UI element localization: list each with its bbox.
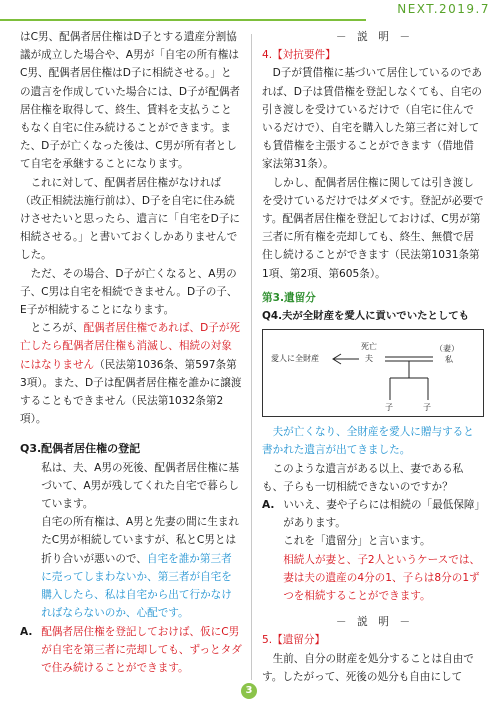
paragraph-4	[20, 319, 242, 428]
child-1-label: 子	[385, 403, 393, 413]
section-5-heading: 5.【遺留分】	[262, 634, 326, 647]
paragraph-3: ただ、その場合、D子が亡くなると、A男の子、C男は自宅を相続できません。D子の子、E子が相続することになります。	[20, 267, 238, 317]
q4-answer-text: いいえ、妻や子らには相続の「最低保障」があります。	[283, 499, 480, 530]
section-4-heading: 4.【対抗要件】	[262, 49, 336, 62]
q3-text-2-highlight: 自宅を誰か第三者に売ってしまわないか、第三者が自宅を購入したら、私は自宅から出て行かなければならないのか、心配です。	[41, 552, 232, 620]
wife-label: （妻）	[435, 344, 459, 354]
q3-answer-text: 配偶者居住権を登記しておけば、仮にC男が自宅を第三者に売却しても、ずっとタダで住み続けることができます。	[41, 625, 242, 674]
right-paragraph-2: しかし、配偶者居住権に関しては引き渡しを受けているだけではダメです。登記が必要です。配偶者居住権を登記しておけば、C男が第三者に所有権を売却しても、終生、無償で居住し続けることができます（民法第1031条第1項、第2項、第605条）。	[262, 176, 484, 280]
q3-text: 私は、夫、A男の死後、配偶者居住権に基づいて、A男が残してくれた自宅で暮らしています。	[41, 461, 240, 511]
q3-answer	[20, 623, 242, 678]
q3-text-2a: 自宅の所有権は、A男と先妻の間に生まれたC男が相続していますが、私とC男とは折り合いが悪いので、	[41, 516, 240, 565]
p4-lead: ところが、	[30, 322, 84, 335]
explain-heading-2: － 説 明 －	[335, 616, 411, 629]
column-divider	[251, 34, 252, 680]
explain-heading-1: － 説 明 －	[335, 31, 411, 43]
q4-answer-2: これを「遺留分」と言います。	[283, 535, 431, 548]
page-header	[0, 0, 500, 22]
q3-title: Q3.配偶者居住権の登記	[20, 442, 141, 456]
q3-text-2	[20, 513, 242, 622]
issue-label: NEXT.2019.7	[397, 2, 490, 16]
q4-question: このような遺言がある以上、妻である私も、子らも一切相続できないのですか？	[262, 462, 464, 493]
paragraph-1	[20, 28, 242, 174]
left-column	[20, 28, 242, 677]
section-3-heading: 第3.遺留分	[262, 291, 316, 304]
p4-tail: （民法第1036条、第597条第3項）。また、D子は配偶者居住権を誰かに譲渡することもできません（民法第1032条第2項）。	[20, 358, 242, 426]
me-label: 私	[445, 355, 453, 365]
answer-label-2: A.	[262, 499, 275, 512]
q4-answer-highlight: 相続人が妻と、子2人というケースでは、妻は夫の遺産の4分の1、子らは8分の1ずつを相続することができます。	[283, 553, 481, 603]
page-number: 3	[241, 683, 257, 699]
p1-text: C男、配偶者居住権はD子とする遺産分割協議が成立した場合や、A男が「自宅の所有権はC男、配偶者居住権はD子に相続させる。」との遺言を作成していた場合には、D子が配偶者居住権を取得して、終生、賃料を支払うこともなく自宅に住み続けることができます。また、D子が亡くなった後は、C男が所有者として自宅を承継することになります。	[20, 31, 241, 171]
q4-question-highlight: 夫が亡くなり、全財産を愛人に贈与すると書かれた遺言が出てきました。	[262, 426, 474, 457]
husband-label: 夫	[365, 354, 373, 364]
right-paragraph-1: D子が賃借権に基づいて居住しているのであれば、D子は賃借権を登記しなくても、自宅の引き渡しを受けているだけで（自宅に住んでいるだけで）、自宅を購入した第三者に対しても賃借権を主張することができます（借地借家法第31条）。	[262, 67, 483, 171]
deceased-label: 死亡	[361, 342, 377, 352]
right-paragraph-3: 生前、自分の財産を処分することは自由です。したがって、死後の処分も自由にして	[262, 652, 474, 683]
p1-start: は	[20, 31, 31, 43]
right-column	[262, 28, 484, 686]
q4-title: Q4.夫が全財産を愛人に貢いでいたとしても	[262, 310, 470, 323]
p4-highlight: 配偶者居住権であれば、D子が死亡したら配偶者居住権も消滅し、相続の対象にはなりません	[20, 322, 241, 371]
family-diagram	[262, 329, 484, 417]
child-2-label: 子	[423, 403, 431, 413]
lover-label: 愛人に全財産	[271, 354, 319, 364]
paragraph-2: これに対して、配偶者居住権がなければ（改正相続法施行前は）、D子を自宅に住み続けさせたいと思ったら、遺言に「自宅をD子に相続させる。」と書いておくしかありませんでした。	[20, 176, 241, 262]
answer-label: A.	[20, 625, 33, 638]
header-rule	[0, 19, 366, 21]
q4-answer	[262, 496, 484, 532]
